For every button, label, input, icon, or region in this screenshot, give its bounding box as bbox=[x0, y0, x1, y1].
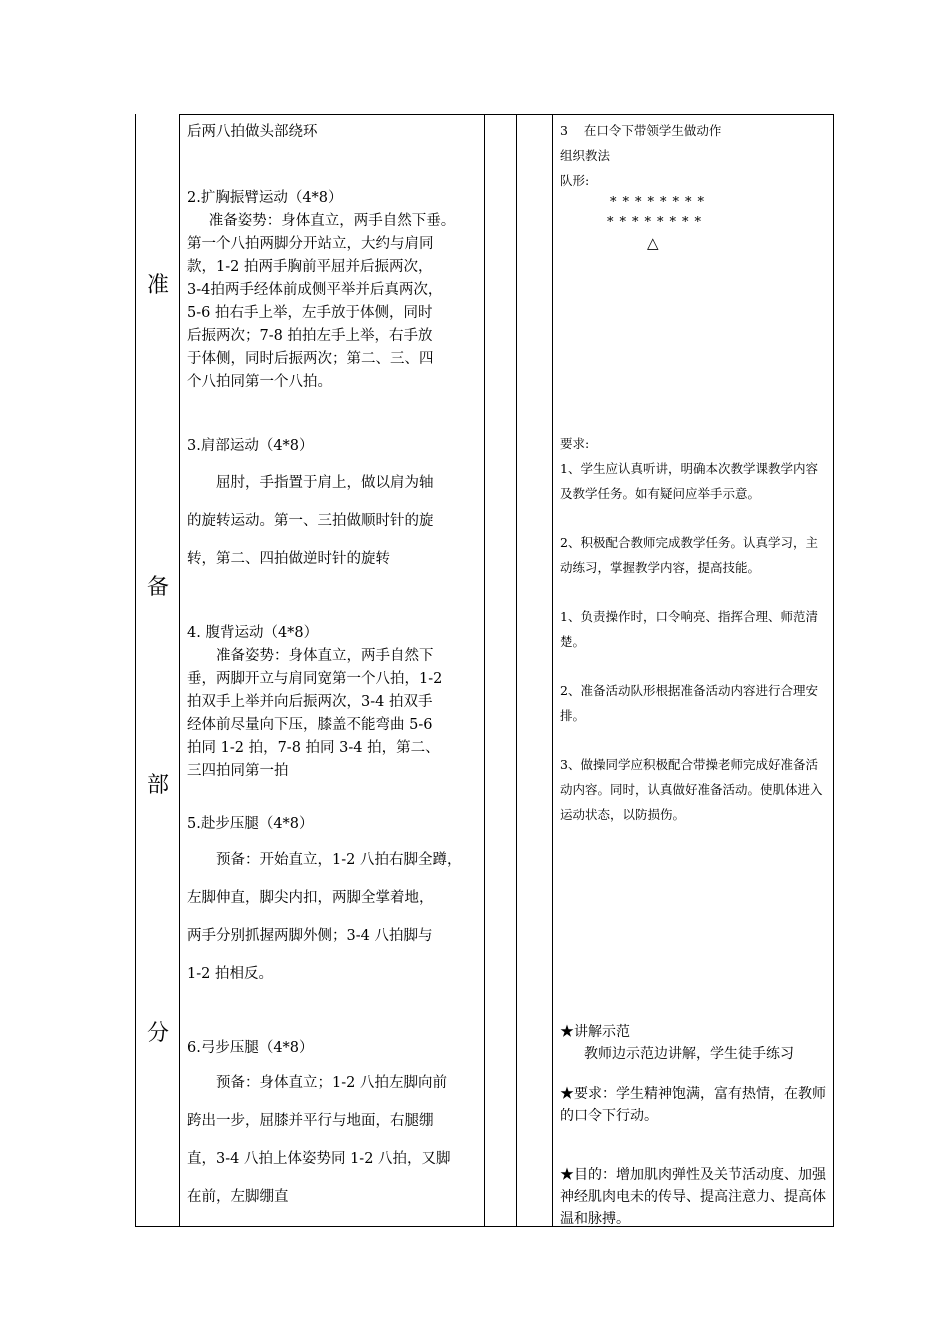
table-border-left bbox=[135, 114, 136, 1227]
section-char: 备 bbox=[146, 575, 169, 600]
exercise-line: 三四拍同第一拍 bbox=[187, 763, 289, 779]
exercise-6-body bbox=[187, 1064, 477, 1216]
exercise-line: 于体侧，同时后振两次；第二、三、四 bbox=[187, 351, 434, 367]
exercise-line: 个八拍同第一个八拍。 bbox=[187, 374, 332, 390]
section-char: 准 bbox=[146, 273, 169, 298]
method-line: 队形: bbox=[560, 173, 590, 188]
formation-row-1: ******** bbox=[610, 195, 710, 210]
exercise-line: 在前，左脚绷直 bbox=[187, 1189, 289, 1205]
table-divider bbox=[516, 114, 517, 1227]
table-border-top bbox=[179, 114, 834, 115]
exercise-line: 准备姿势：身体直立，两手自然下垂。 bbox=[208, 213, 456, 229]
method-line: 3 在口令下带领学生做动作 bbox=[560, 123, 722, 138]
exercise-2 bbox=[187, 187, 477, 394]
exercise-line: 预备：开始直立，1-2 八拍右脚全蹲， bbox=[216, 852, 462, 868]
table-divider bbox=[484, 114, 485, 1227]
section-char: 分 bbox=[146, 1021, 169, 1046]
exercise-line: 3-4拍两手经体前成侧平举并后真两次， bbox=[187, 282, 443, 298]
method-header bbox=[560, 118, 828, 193]
requirement-item: 3、做操同学应积极配合带操老师完成好准备活动内容。同时，认真做好准备活动。使肌体进入运动状态，以防损伤。 bbox=[560, 757, 823, 822]
section-char: 部 bbox=[146, 773, 169, 798]
exercise-line: 后振两次；7-8 拍拍左手上举，右手放 bbox=[187, 328, 433, 344]
requirement-note: ★要求：学生精神饱满，富有热情，在教师的口令下行动。 bbox=[560, 1086, 826, 1124]
exercise-title: 2.扩胸振臂运动（4*8） bbox=[187, 190, 343, 206]
exercise-title: 4. 腹背运动（4*8） bbox=[187, 625, 319, 641]
exercise-line: 5-6 拍右手上举，左手放于体侧，同时 bbox=[187, 305, 433, 321]
exercise-line: 预备：身体直立；1-2 八拍左脚向前 bbox=[216, 1075, 447, 1091]
exercise-6 bbox=[187, 1036, 477, 1057]
demo-section bbox=[560, 1021, 828, 1065]
content-intro bbox=[187, 120, 477, 141]
exercise-line: 左脚伸直，脚尖内扣，两脚全掌着地， bbox=[187, 890, 434, 906]
exercise-4 bbox=[187, 622, 477, 783]
exercise-line: 屈肘，手指置于肩上，做以肩为轴 bbox=[216, 475, 434, 491]
requirement-item: 2、积极配合教师完成教学任务。认真学习，主动练习，掌握教学内容，提高技能。 bbox=[560, 535, 818, 575]
exercise-line: 的旋转运动。第一、三拍做顺时针的旋 bbox=[187, 513, 434, 529]
exercise-line: 跨出一步，屈膝并平行与地面，右腿绷 bbox=[187, 1113, 434, 1129]
intro-line: 后两八拍做头部绕环 bbox=[187, 124, 318, 140]
formation-row-2: ******** bbox=[607, 215, 707, 230]
exercise-title: 3.肩部运动（4*8） bbox=[187, 438, 314, 454]
requirement-item: 1、负责操作时，口令响亮、指挥合理、师范清楚。 bbox=[560, 609, 818, 649]
demo-title: ★讲解示范 bbox=[560, 1024, 630, 1040]
requirements-title: 要求: bbox=[560, 436, 590, 451]
exercise-line: 转，第二、四拍做逆时针的旋转 bbox=[187, 551, 390, 567]
exercise-3-body bbox=[187, 464, 477, 578]
exercise-5 bbox=[187, 812, 477, 833]
exercise-line: 直，3-4 八拍上体姿势同 1-2 八拍，又脚 bbox=[187, 1151, 451, 1167]
exercise-title: 5.赴步压腿（4*8） bbox=[187, 816, 314, 832]
requirement-item: 1、学生应认真听讲，明确本次教学课教学内容及教学任务。如有疑问应举手示意。 bbox=[560, 461, 818, 501]
exercise-line: 拍双手上举并向后振两次，3-4 拍双手 bbox=[187, 694, 433, 710]
exercise-title: 6.弓步压腿（4*8） bbox=[187, 1040, 314, 1056]
exercise-line: 准备姿势：身体直立，两手自然下 bbox=[216, 648, 434, 664]
exercise-5-body bbox=[187, 841, 477, 993]
goal-note: ★目的：增加肌肉弹性及关节活动度、加强神经肌肉电未的传导、提高注意力、提高体温和脉搏。 bbox=[560, 1167, 826, 1227]
demo-text: 教师边示范边讲解，学生徒手练习 bbox=[584, 1046, 794, 1062]
exercise-line: 两手分别抓握两脚外侧；3-4 八拍脚与 bbox=[187, 928, 433, 944]
method-line: 组织教法 bbox=[560, 148, 611, 163]
exercise-line: 经体前尽量向下压，膝盖不能弯曲 5-6 bbox=[187, 717, 433, 733]
exercise-3 bbox=[187, 434, 477, 455]
exercise-line: 拍同 1-2 拍，7-8 拍同 3-4 拍，第二、 bbox=[187, 740, 440, 756]
exercise-line: 第一个八拍两脚分开站立，大约与肩同 bbox=[187, 236, 434, 252]
table-border-right bbox=[833, 114, 834, 1227]
requirement-item: 2、准备活动队形根据准备活动内容进行合理安排。 bbox=[560, 683, 818, 723]
exercise-line: 1-2 拍相反。 bbox=[187, 966, 273, 982]
exercise-line: 垂，两脚开立与肩同宽第一个八拍，1-2 bbox=[187, 671, 443, 687]
table-divider bbox=[179, 114, 180, 1227]
table-divider bbox=[552, 114, 553, 1227]
exercise-line: 款，1-2 拍两手胸前平屈并后振两次， bbox=[187, 259, 433, 275]
teacher-position-icon: △ bbox=[647, 234, 659, 252]
